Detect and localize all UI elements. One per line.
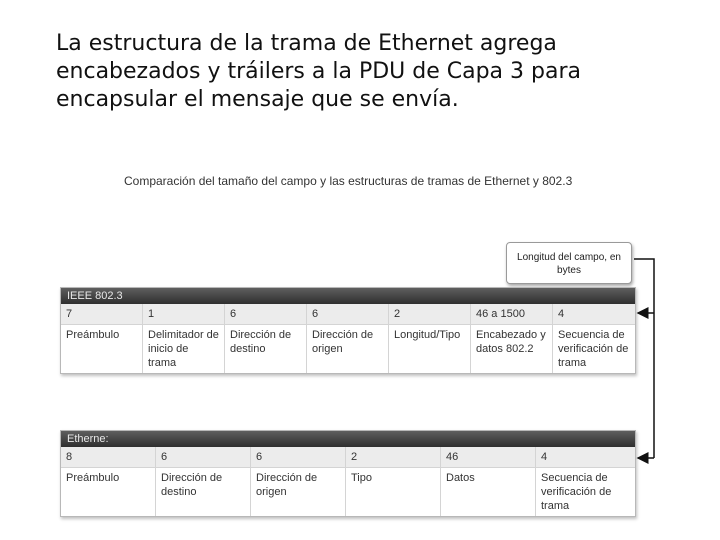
field-name-line: Secuencia de — [558, 329, 625, 341]
field-name-line: trama — [541, 500, 570, 512]
field-name-line: inicio de trama — [148, 343, 189, 369]
legend-line-2: bytes — [557, 265, 581, 276]
field-size-cell: 6 — [251, 447, 346, 467]
field-size-cell: 7 — [61, 304, 143, 324]
legend-line-1: Longitud del campo, en — [517, 252, 621, 263]
field-name-line: destino — [161, 486, 197, 498]
field-size-cell: 46 a 1500 — [471, 304, 553, 324]
field-size-cell: 2 — [346, 447, 441, 467]
field-size-cell: 8 — [61, 447, 156, 467]
field-name-line: Preámbulo — [66, 472, 120, 484]
field-name-line: Longitud/Tipo — [394, 329, 461, 341]
field-size-cell: 6 — [156, 447, 251, 467]
field-name-line: datos 802.2 — [476, 343, 534, 355]
field-size-cell: 1 — [143, 304, 225, 324]
field-name-line: Delimitador de — [148, 329, 219, 341]
field-size-cell: 2 — [389, 304, 471, 324]
field-name-line: verificación de — [558, 343, 629, 355]
field-name-line: origen — [256, 486, 287, 498]
field-name-line: Dirección de — [312, 329, 374, 341]
field-name-line: trama — [558, 357, 587, 369]
connector-line — [634, 259, 654, 458]
ieee-frame-header: IEEE 802.3 — [61, 288, 635, 304]
figure-title: Comparación del tamaño del campo y las estructuras de tramas de Ethernet y 802.3 — [124, 174, 573, 188]
slide-title-line-3: encapsular el mensaje que se envía. — [56, 87, 459, 112]
field-name-line: Encabezado y — [476, 329, 546, 341]
ethernet-frame-header: Etherne: — [61, 431, 635, 447]
field-size-cell: 46 — [441, 447, 536, 467]
slide-title-line-1: La estructura de la trama de Ethernet agrega — [56, 31, 557, 56]
field-size-cell: 6 — [307, 304, 389, 324]
field-name-line: Dirección de — [230, 329, 292, 341]
field-name-line: Datos — [446, 472, 475, 484]
field-size-cell: 4 — [558, 308, 565, 320]
field-name-line: verificación de — [541, 486, 612, 498]
field-name-line: Preámbulo — [66, 329, 120, 341]
field-name-line: Dirección de — [161, 472, 223, 484]
field-name-line: Tipo — [351, 472, 372, 484]
field-name-line: origen — [312, 343, 343, 355]
field-name-line: destino — [230, 343, 266, 355]
field-name-line: Dirección de — [256, 472, 318, 484]
field-size-cell: 4 — [541, 451, 548, 463]
slide-title-line-2: encabezados y tráilers a la PDU de Capa 3 para — [56, 59, 581, 84]
field-name-line: Secuencia de — [541, 472, 608, 484]
field-size-cell: 6 — [225, 304, 307, 324]
